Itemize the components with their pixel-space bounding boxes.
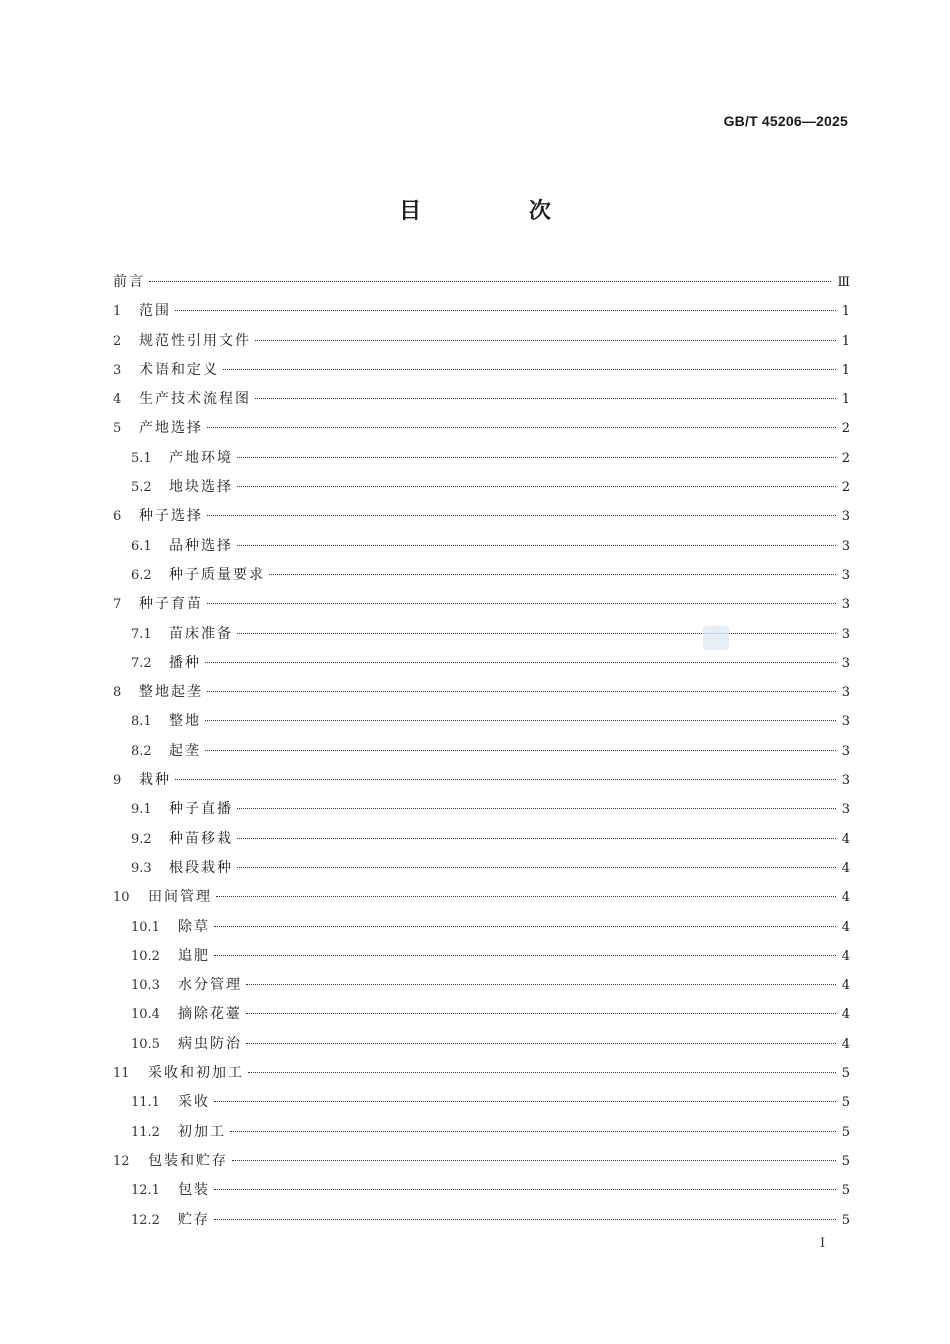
toc-entry-title: 种子质量要求 bbox=[169, 566, 265, 583]
toc-entry-number: 5.1 bbox=[131, 450, 152, 466]
toc-entry-title: 产地选择 bbox=[139, 420, 203, 437]
toc-entry[interactable] bbox=[113, 297, 850, 326]
toc-dot-leader bbox=[230, 1131, 836, 1132]
toc-entry-page: 5 bbox=[841, 1095, 850, 1111]
standard-code: GB/T 45206—2025 bbox=[723, 113, 848, 129]
toc-entry-page: 1 bbox=[841, 304, 850, 320]
toc-entry-number: 6.2 bbox=[131, 567, 152, 583]
toc-dot-leader bbox=[255, 398, 836, 399]
toc-entry-number: 5.2 bbox=[131, 480, 152, 496]
toc-entry-title: 前言 bbox=[113, 274, 145, 290]
toc-entry-page: 5 bbox=[841, 1212, 850, 1228]
toc-entry-number: 6.1 bbox=[131, 538, 152, 554]
toc-entry-title: 术语和定义 bbox=[139, 361, 219, 378]
toc-entry-title: 水分管理 bbox=[178, 977, 242, 994]
toc-dot-leader bbox=[207, 427, 836, 428]
toc-entry-number: 3 bbox=[113, 362, 122, 378]
toc-entry-page: 5 bbox=[841, 1183, 850, 1199]
toc-entry-title: 产地环境 bbox=[169, 449, 233, 466]
toc-entry-page: 3 bbox=[841, 567, 850, 583]
toc-entry[interactable] bbox=[113, 1118, 850, 1147]
toc-entry-number: 11.1 bbox=[131, 1095, 160, 1111]
toc-entry-title: 品种选择 bbox=[169, 537, 233, 554]
toc-entry-title: 包装和贮存 bbox=[148, 1152, 228, 1169]
toc-entry[interactable] bbox=[113, 854, 850, 883]
toc-entry-title: 整地 bbox=[169, 713, 201, 730]
toc-dot-leader bbox=[207, 691, 836, 692]
toc-entry-page: 3 bbox=[841, 655, 850, 671]
toc-entry-title: 采收 bbox=[178, 1094, 210, 1111]
toc-entry-number: 10.1 bbox=[131, 919, 160, 935]
toc-entry[interactable] bbox=[113, 590, 850, 619]
toc-entry-title: 病虫防治 bbox=[178, 1035, 242, 1052]
toc-entry-page: 3 bbox=[841, 538, 850, 554]
toc-entry-title: 种子选择 bbox=[139, 508, 203, 525]
toc-dot-leader bbox=[214, 1219, 836, 1220]
toc-entry[interactable] bbox=[113, 385, 850, 414]
toc-entry[interactable] bbox=[113, 971, 850, 1000]
toc-dot-leader bbox=[246, 1013, 836, 1014]
toc-dot-leader bbox=[216, 896, 836, 897]
toc-list bbox=[113, 268, 850, 1235]
toc-entry-title: 范围 bbox=[139, 303, 171, 320]
toc-entry-page: 5 bbox=[841, 1153, 850, 1169]
toc-entry-title: 采收和初加工 bbox=[148, 1065, 244, 1082]
toc-entry[interactable] bbox=[113, 766, 850, 795]
toc-entry-title: 规范性引用文件 bbox=[139, 332, 251, 349]
toc-entry-page: 4 bbox=[841, 860, 850, 876]
toc-entry-number: 11 bbox=[113, 1066, 130, 1082]
toc-dot-leader bbox=[237, 486, 836, 487]
toc-entry-number: 10.3 bbox=[131, 978, 160, 994]
toc-entry-number: 9.2 bbox=[131, 831, 152, 847]
toc-dot-leader bbox=[232, 1160, 836, 1161]
toc-entry-number: 10.4 bbox=[131, 1007, 160, 1023]
toc-entry-page: 3 bbox=[841, 509, 850, 525]
toc-dot-leader bbox=[237, 633, 836, 634]
toc-entry-title: 苗床准备 bbox=[169, 625, 233, 642]
toc-entry-title: 根段栽种 bbox=[169, 859, 233, 876]
toc-entry-title: 播种 bbox=[169, 654, 201, 671]
toc-entry-title: 摘除花薹 bbox=[178, 1006, 242, 1023]
toc-entry-page: Ⅲ bbox=[837, 275, 850, 290]
toc-dot-leader bbox=[237, 838, 836, 839]
toc-dot-leader bbox=[237, 808, 836, 809]
toc-entry-page: 3 bbox=[841, 802, 850, 818]
toc-entry-title: 整地起垄 bbox=[139, 684, 203, 701]
toc-entry-title: 田间管理 bbox=[148, 889, 212, 906]
toc-entry-page: 4 bbox=[841, 1007, 850, 1023]
watermark-logo-icon bbox=[703, 626, 729, 650]
toc-entry-title: 初加工 bbox=[178, 1123, 226, 1140]
toc-entry-number: 7.2 bbox=[131, 655, 152, 671]
toc-entry-page: 4 bbox=[841, 978, 850, 994]
toc-entry[interactable] bbox=[113, 1030, 850, 1059]
toc-entry-number: 6 bbox=[113, 509, 122, 525]
toc-entry-page: 4 bbox=[841, 948, 850, 964]
toc-entry[interactable] bbox=[113, 795, 850, 824]
toc-entry-page: 2 bbox=[841, 450, 850, 466]
toc-entry[interactable] bbox=[113, 473, 850, 502]
toc-entry-number: 12.1 bbox=[131, 1183, 160, 1199]
toc-entry-number: 5 bbox=[113, 421, 122, 437]
toc-dot-leader bbox=[214, 1101, 836, 1102]
toc-entry-number: 8 bbox=[113, 685, 122, 701]
toc-entry-page: 5 bbox=[841, 1066, 850, 1082]
toc-entry[interactable] bbox=[113, 561, 850, 590]
toc-dot-leader bbox=[205, 662, 836, 663]
toc-entry-page: 3 bbox=[841, 714, 850, 730]
toc-dot-leader bbox=[214, 955, 836, 956]
toc-entry-number: 4 bbox=[113, 392, 122, 408]
toc-dot-leader bbox=[175, 310, 836, 311]
toc-entry-number: 8.2 bbox=[131, 743, 152, 759]
toc-dot-leader bbox=[237, 867, 836, 868]
toc-entry-page: 3 bbox=[841, 773, 850, 789]
page-number: I bbox=[820, 1236, 826, 1251]
toc-entry[interactable] bbox=[113, 1147, 850, 1176]
toc-entry[interactable] bbox=[113, 502, 850, 531]
toc-entry-number: 2 bbox=[113, 333, 122, 349]
toc-dot-leader bbox=[175, 779, 836, 780]
toc-entry[interactable] bbox=[113, 532, 850, 561]
toc-dot-leader bbox=[246, 984, 836, 985]
toc-entry-title: 追肥 bbox=[178, 947, 210, 964]
toc-entry-title: 种子育苗 bbox=[139, 596, 203, 613]
toc-dot-leader bbox=[255, 340, 836, 341]
toc-entry-page: 3 bbox=[841, 743, 850, 759]
toc-entry-page: 2 bbox=[841, 421, 850, 437]
toc-entry-page: 5 bbox=[841, 1124, 850, 1140]
toc-entry-page: 4 bbox=[841, 1036, 850, 1052]
toc-entry[interactable] bbox=[113, 649, 850, 678]
toc-entry-number: 9 bbox=[113, 773, 122, 789]
toc-entry-title: 生产技术流程图 bbox=[139, 391, 251, 408]
toc-dot-leader bbox=[248, 1072, 836, 1073]
toc-entry[interactable] bbox=[113, 620, 850, 649]
toc-dot-leader bbox=[223, 369, 836, 370]
toc-entry[interactable] bbox=[113, 414, 850, 443]
toc-entry-number: 10 bbox=[113, 890, 130, 906]
toc-dot-leader bbox=[246, 1043, 836, 1044]
toc-entry[interactable] bbox=[113, 913, 850, 942]
toc-entry-number: 7.1 bbox=[131, 626, 152, 642]
toc-dot-leader bbox=[207, 515, 836, 516]
toc-entry-number: 12 bbox=[113, 1153, 130, 1169]
toc-entry[interactable] bbox=[113, 327, 850, 356]
toc-entry-number: 10.2 bbox=[131, 948, 160, 964]
toc-entry[interactable] bbox=[113, 1059, 850, 1088]
toc-entry[interactable] bbox=[113, 678, 850, 707]
toc-entry-page: 1 bbox=[841, 392, 850, 408]
toc-entry[interactable] bbox=[113, 883, 850, 912]
toc-entry-page: 4 bbox=[841, 919, 850, 935]
toc-entry-page: 3 bbox=[841, 626, 850, 642]
toc-entry[interactable] bbox=[113, 1088, 850, 1117]
toc-dot-leader bbox=[205, 720, 836, 721]
toc-entry-title: 种苗移栽 bbox=[169, 830, 233, 847]
toc-entry[interactable] bbox=[113, 1000, 850, 1029]
toc-entry-page: 1 bbox=[841, 362, 850, 378]
toc-entry-page: 1 bbox=[841, 333, 850, 349]
toc-entry[interactable] bbox=[113, 737, 850, 766]
toc-dot-leader bbox=[269, 574, 836, 575]
toc-dot-leader bbox=[214, 926, 836, 927]
toc-entry-number: 12.2 bbox=[131, 1212, 160, 1228]
toc-entry-number: 11.2 bbox=[131, 1124, 160, 1140]
toc-entry[interactable] bbox=[113, 825, 850, 854]
toc-dot-leader bbox=[214, 1189, 836, 1190]
toc-entry-number: 1 bbox=[113, 304, 122, 320]
toc-entry-title: 除草 bbox=[178, 918, 210, 935]
toc-entry[interactable] bbox=[113, 268, 850, 297]
toc-title: 目 次 bbox=[399, 199, 601, 224]
toc-entry-number: 10.5 bbox=[131, 1036, 160, 1052]
toc-entry[interactable] bbox=[113, 1206, 850, 1235]
toc-dot-leader bbox=[149, 281, 831, 282]
toc-entry-title: 地块选择 bbox=[169, 479, 233, 496]
toc-entry[interactable] bbox=[113, 942, 850, 971]
toc-entry-page: 3 bbox=[841, 597, 850, 613]
toc-entry-title: 种子直播 bbox=[169, 801, 233, 818]
toc-dot-leader bbox=[205, 750, 836, 751]
toc-dot-leader bbox=[237, 545, 836, 546]
toc-dot-leader bbox=[207, 603, 836, 604]
toc-dot-leader bbox=[237, 457, 836, 458]
toc-entry[interactable] bbox=[113, 356, 850, 385]
toc-entry-number: 9.1 bbox=[131, 802, 152, 818]
toc-entry-page: 3 bbox=[841, 685, 850, 701]
toc-entry-title: 栽种 bbox=[139, 772, 171, 789]
toc-entry-number: 9.3 bbox=[131, 860, 152, 876]
toc-entry-number: 7 bbox=[113, 597, 122, 613]
toc-entry[interactable] bbox=[113, 707, 850, 736]
toc-entry-title: 包装 bbox=[178, 1182, 210, 1199]
toc-entry-page: 4 bbox=[841, 890, 850, 906]
toc-entry-title: 起垄 bbox=[169, 742, 201, 759]
toc-entry-title: 贮存 bbox=[178, 1211, 210, 1228]
toc-entry-page: 2 bbox=[841, 480, 850, 496]
toc-entry-number: 8.1 bbox=[131, 714, 152, 730]
toc-entry[interactable] bbox=[113, 444, 850, 473]
toc-entry[interactable] bbox=[113, 1176, 850, 1205]
toc-entry-page: 4 bbox=[841, 831, 850, 847]
